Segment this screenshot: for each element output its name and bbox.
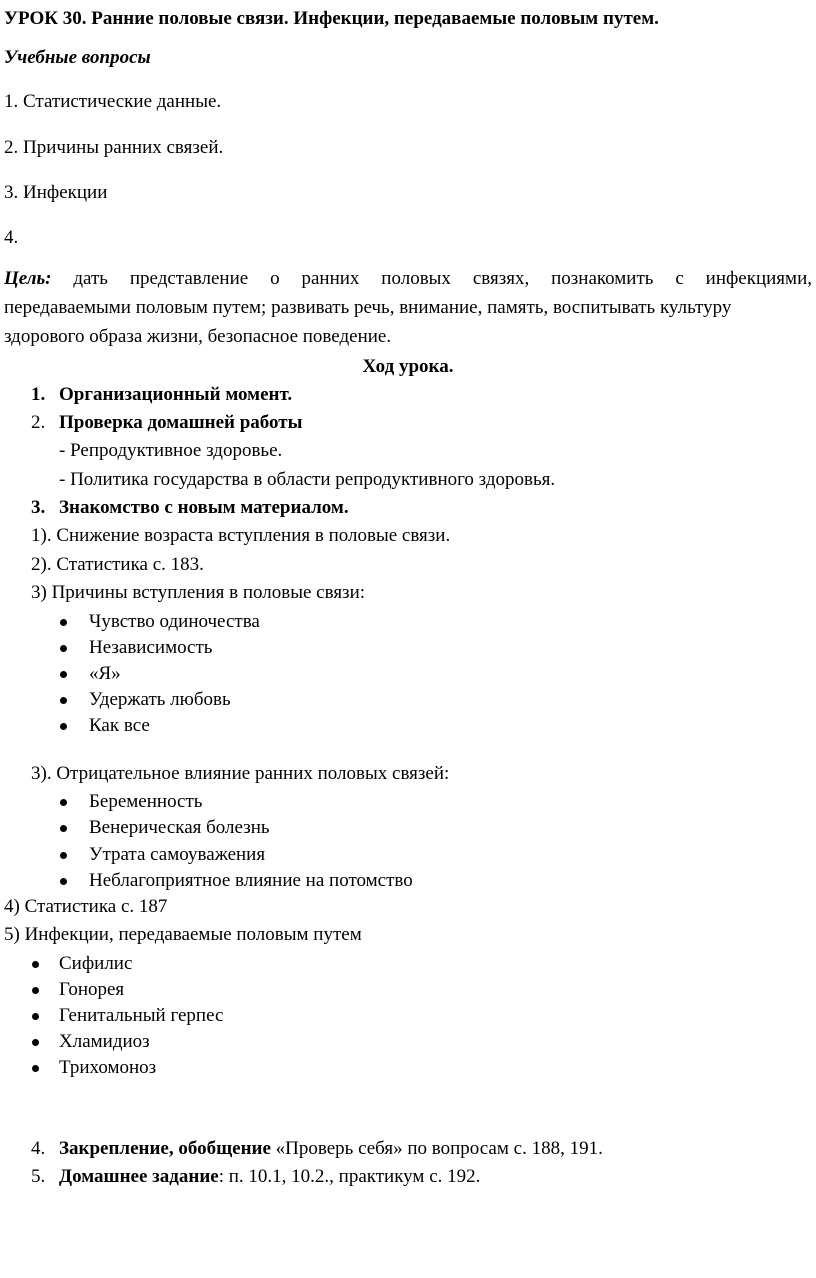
question-item: 4.: [4, 227, 19, 248]
goal-line: передаваемыми половым путем; развивать речь, внимание, память, воспитывать культуру: [4, 297, 732, 318]
step-consolidation: [59, 1138, 603, 1160]
list-item: Чувство одиночества: [89, 611, 260, 632]
step-organizational: Организационный момент.: [59, 384, 293, 405]
bullet-icon: [60, 697, 67, 704]
goal-text: дать представление о ранних половых связях, познакомить с инфекциями,: [51, 268, 812, 289]
list-item: Удержать любовь: [89, 689, 231, 710]
step-number: 4.: [31, 1138, 46, 1159]
list-item: Хламидиоз: [59, 1031, 150, 1052]
list-item: Утрата самоуважения: [89, 844, 266, 865]
step-number: 3.: [31, 497, 46, 518]
bullet-icon: [60, 799, 67, 806]
bullet-icon: [32, 1065, 39, 1072]
questions-heading: Учебные вопросы: [4, 47, 151, 68]
lesson-heading: Ход урока.: [362, 356, 454, 377]
step-homework: [59, 1166, 480, 1188]
step-label: Закрепление, обобщение: [59, 1138, 271, 1159]
list-item: Неблагоприятное влияние на потомство: [89, 870, 413, 891]
sub-item: - Политика государства в области репродуктивного здоровья.: [59, 469, 556, 490]
bullet-icon: [60, 878, 67, 885]
step-detail: : п. 10.1, 10.2., практикум с. 192.: [218, 1166, 481, 1187]
question-item: 3. Инфекции: [4, 182, 108, 203]
step-detail: «Проверь себя» по вопросам с. 188, 191.: [270, 1138, 603, 1159]
point-item: 4) Статистика с. 187: [4, 896, 168, 917]
list-item: «Я»: [89, 663, 121, 684]
question-item: 1. Статистические данные.: [4, 91, 222, 112]
question-item: 2. Причины ранних связей.: [4, 137, 224, 158]
list-item: Независимость: [89, 637, 213, 658]
list-item: Гонорея: [59, 979, 125, 1000]
bullet-icon: [60, 852, 67, 859]
point-item: 2). Статистика с. 183.: [31, 554, 204, 575]
bullet-icon: [60, 619, 67, 626]
bullet-icon: [60, 825, 67, 832]
list-item: Венерическая болезнь: [89, 817, 270, 838]
step-label: Домашнее задание: [59, 1166, 219, 1187]
bullet-icon: [32, 961, 39, 968]
bullet-icon: [60, 671, 67, 678]
step-homework-check: Проверка домашней работы: [59, 412, 303, 433]
sub-item: - Репродуктивное здоровье.: [59, 440, 283, 461]
bullet-icon: [60, 645, 67, 652]
point-item: 3) Причины вступления в половые связи:: [31, 582, 366, 603]
goal-label: Цель:: [4, 268, 52, 289]
list-item: Беременность: [89, 791, 203, 812]
point-item: 1). Снижение возраста вступления в половые связи.: [31, 525, 451, 546]
point-item: 5) Инфекции, передаваемые половым путем: [4, 924, 362, 945]
goal-line: здорового образа жизни, безопасное поведение.: [4, 326, 392, 347]
bullet-icon: [32, 1013, 39, 1020]
list-item: Сифилис: [59, 953, 133, 974]
step-number: 1.: [31, 384, 46, 405]
step-number: 2.: [31, 412, 46, 433]
step-new-material: Знакомство с новым материалом.: [59, 497, 349, 518]
point-item: 3). Отрицательное влияние ранних половых связей:: [31, 763, 450, 784]
list-item: Трихомоноз: [59, 1057, 157, 1078]
page-title: УРОК 30. Ранние половые связи. Инфекции, передаваемые половым путем.: [4, 8, 659, 29]
list-item: Генитальный герпес: [59, 1005, 224, 1026]
step-number: 5.: [31, 1166, 46, 1187]
bullet-icon: [32, 1039, 39, 1046]
bullet-icon: [60, 723, 67, 730]
goal-paragraph: [4, 264, 812, 351]
goal-line: [4, 264, 812, 293]
bullet-icon: [32, 987, 39, 994]
list-item: Как все: [89, 715, 150, 736]
